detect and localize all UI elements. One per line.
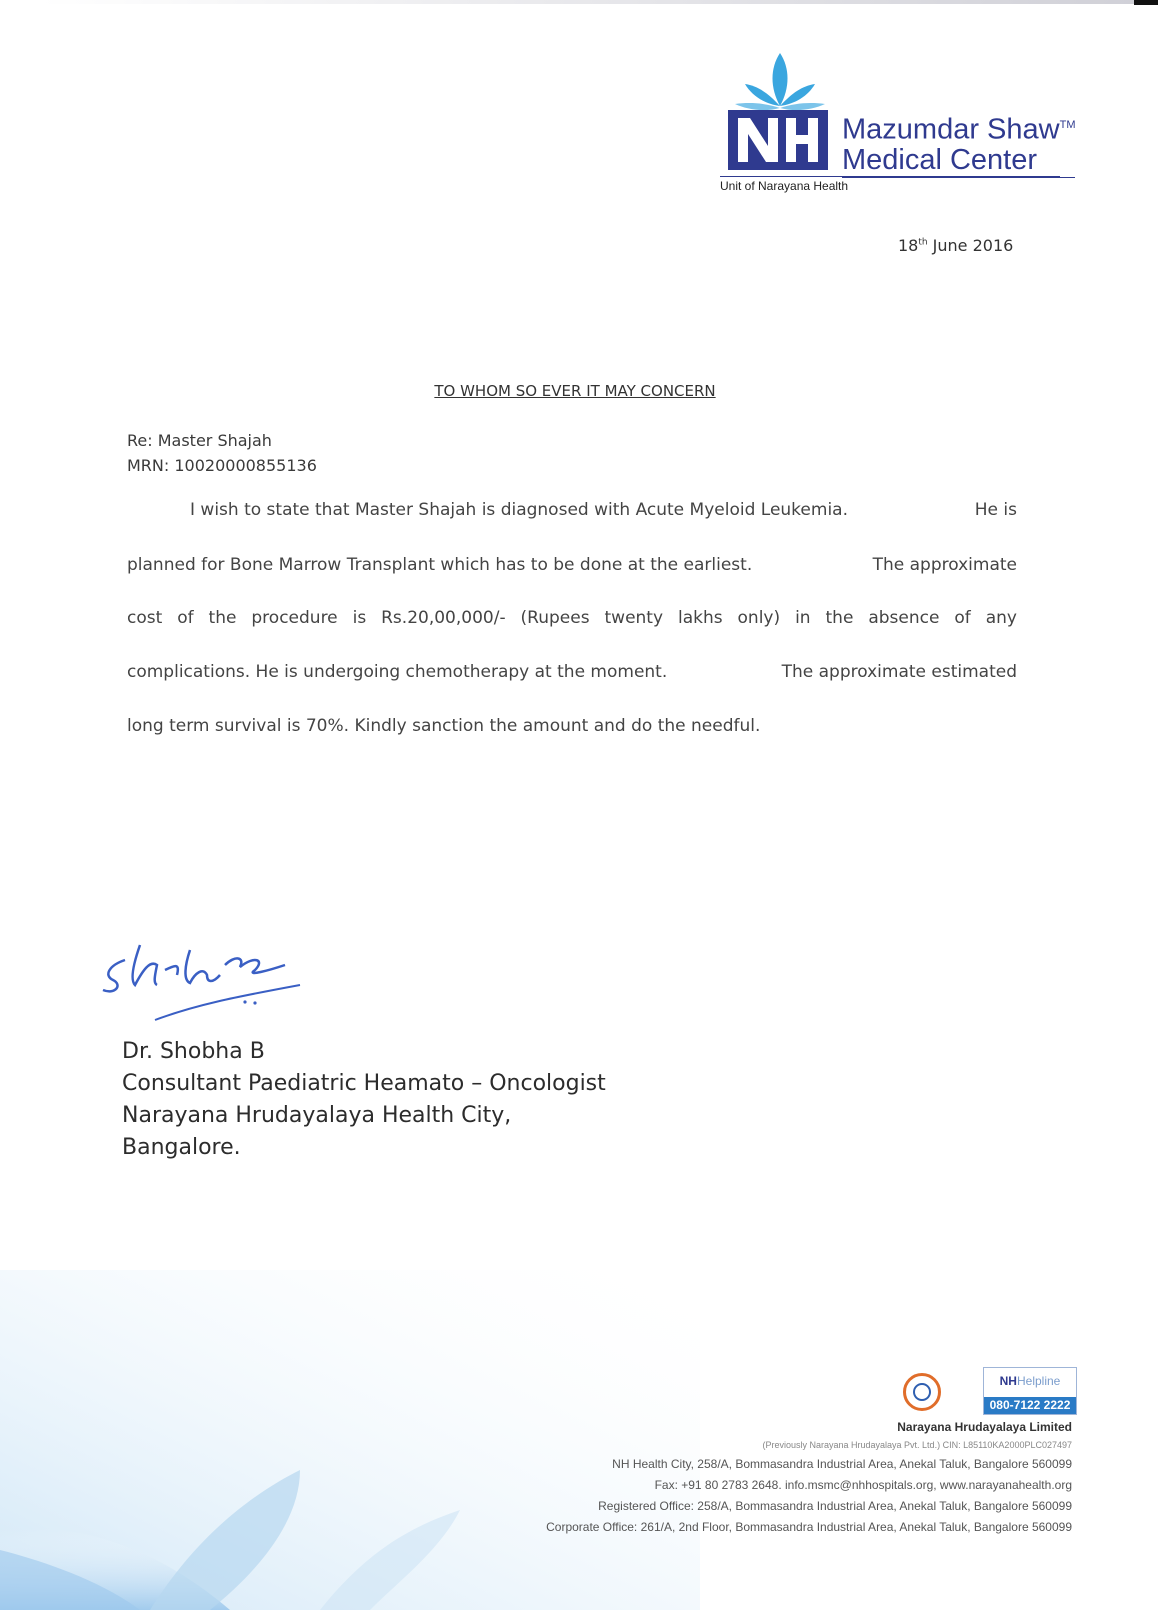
letter-subject: TO WHOM SO EVER IT MAY CONCERN <box>434 382 716 400</box>
date-rest: June 2016 <box>927 236 1014 255</box>
footer-contact: Fax: +91 80 2783 2648. info.msmc@nhhospitals.org, www.narayanahealth.org <box>654 1478 1072 1492</box>
footer-address: NH Health City, 258/A, Bommasandra Industrial Area, Anekal Taluk, Bangalore 560099 <box>612 1457 1072 1471</box>
brand-line1: Mazumdar Shaw <box>842 113 1060 146</box>
helpline-label: Helpline <box>1016 1374 1061 1388</box>
accreditation-icon <box>903 1373 941 1411</box>
body-text: He is <box>974 500 1017 520</box>
body-word: of <box>177 608 194 628</box>
handwritten-signature <box>95 935 315 1030</box>
body-text: The approximate <box>872 555 1017 575</box>
body-text: The approximate estimated <box>781 662 1017 682</box>
body-word: in <box>795 608 811 628</box>
body-line-3 <box>127 608 1017 628</box>
body-text: planned for Bone Marrow Transplant which has to be done at the earliest. <box>127 555 753 575</box>
signatory-city: Bangalore. <box>122 1135 241 1160</box>
signatory-org: Narayana Hrudayalaya Health City, <box>122 1103 512 1128</box>
trademark: TM <box>1059 119 1076 131</box>
brand-line2: Medical Center <box>842 145 1075 178</box>
body-word: cost <box>127 608 163 628</box>
footer-corporate: Corporate Office: 261/A, 2nd Floor, Bommasandra Industrial Area, Anekal Taluk, Bangalore 560099 <box>546 1520 1072 1534</box>
helpline-number: 080-7122 2222 <box>984 1397 1076 1414</box>
company-previous: (Previously Narayana Hrudayalaya Pvt. Ltd.) CIN: L85110KA2000PLC027497 <box>762 1440 1072 1450</box>
body-text: complications. He is undergoing chemotherapy at the moment. <box>127 662 668 682</box>
letter-footer <box>546 1420 1072 1538</box>
date-day: 18 <box>898 236 919 255</box>
body-line-4 <box>127 662 1017 682</box>
date-suffix: th <box>918 237 928 248</box>
body-word: the <box>208 608 237 628</box>
brand-name <box>842 110 1075 178</box>
signatory-block <box>122 1036 606 1164</box>
body-word: procedure <box>251 608 338 628</box>
body-word: of <box>954 608 971 628</box>
body-word: only) <box>737 608 781 628</box>
body-word: is <box>352 608 367 628</box>
scan-edge <box>40 0 1140 4</box>
body-word: the <box>825 608 854 628</box>
signatory-name: Dr. Shobha B <box>122 1039 265 1064</box>
signatory-title: Consultant Paediatric Heamato – Oncologist <box>122 1071 606 1096</box>
body-line-2 <box>127 555 1017 575</box>
body-word: absence <box>868 608 940 628</box>
body-line-5: long term survival is 70%. Kindly sanction the amount and do the needful. <box>127 716 761 736</box>
patient-line: Re: Master Shajah <box>127 431 272 450</box>
lotus-icon <box>730 48 830 113</box>
unit-text: Unit of Narayana Health <box>720 176 1060 193</box>
company-name: Narayana Hrudayalaya Limited <box>897 1420 1072 1434</box>
helpline-badge <box>983 1367 1077 1415</box>
body-word: (Rupees <box>520 608 590 628</box>
body-word: twenty <box>604 608 664 628</box>
reference-block <box>127 428 317 478</box>
letter-date <box>898 236 1013 255</box>
nh-mark-icon <box>728 110 828 170</box>
helpline-nh: NH <box>999 1374 1017 1388</box>
footer-badges <box>903 1367 1073 1415</box>
body-word: lakhs <box>677 608 723 628</box>
hospital-logo <box>720 48 1100 198</box>
body-text: I wish to state that Master Shajah is diagnosed with Acute Myeloid Leukemia. <box>190 500 848 520</box>
body-line-1 <box>190 500 1017 520</box>
mrn-line: MRN: 10020000855136 <box>127 456 317 475</box>
body-word: Rs.20,00,000/- <box>381 608 506 628</box>
footer-registered: Registered Office: 258/A, Bommasandra Industrial Area, Anekal Taluk, Bangalore 560099 <box>598 1499 1072 1513</box>
scan-corner-mark <box>1134 0 1158 5</box>
body-word: any <box>985 608 1017 628</box>
